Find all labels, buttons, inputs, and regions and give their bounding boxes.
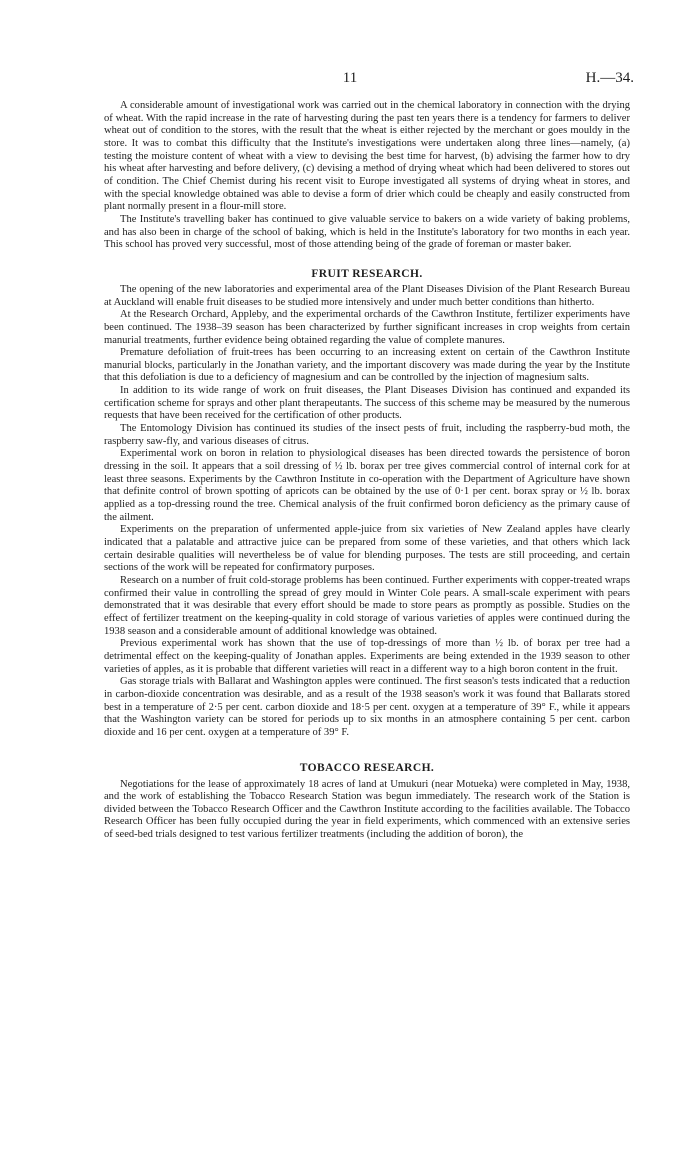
page-number: 11: [342, 70, 358, 86]
intro-section: [104, 100, 630, 252]
section-title-fruit-research: FRUIT RESEARCH.: [311, 267, 423, 280]
paragraph: A considerable amount of investigational work was carried out in the chemical laboratory in connection with the drying of wheat. With the rapid increase in the rate of harvesting during the past ten years there is a tendency for farmers to deliver wheat out of condition to the stores, with the result that the wheat is either rejected by the merchant or goes mouldy in the store. It was to combat this difficulty that the Institute's investigations were undertaken along three lines—namely, (a) testing the moisture content of wheat with a view to devising the best time for harvest, (b) advising the farmer how to dry his wheat after harvesting and before delivery, (c) devising a method of drying wheat which had been delivered to stores out of condition. The Chief Chemist during his recent visit to Europe investigated all systems of drying wheat in stores, and with the special knowledge obtained was able to devise a form of drier which could be cheaply and easily constructed from plant normally present in a flour-mill store.: [104, 100, 630, 213]
paragraph: Experiments on the preparation of unfermented apple-juice from six varieties of New Zealand apples have clearly indicated that a palatable and attractive juice can be prepared from some of these varieties, and that others which lack certain desirable qualities will nevertheless be of value for blending purposes. The tests are still proceeding, and certain sections of the work will be repeated for confirmatory purposes.: [104, 524, 630, 574]
paragraph: Experimental work on boron in relation to physiological diseases has been directed towards the persistence of boron dressing in the soil. It appears that a soil dressing of ½ lb. borax per tree gives commercial control of internal cork for at least three seasons. Experiments by the Cawthron Institute in co-operation with the Department of Agriculture have shown that definite control of brown spotting of apricots can be obtained by the use of 0·1 per cent. borax spray or ½ lb. borax applied as a top-dressing round the tree. Chemical analysis of the fruit confirmed boron deficiency as the primary cause of the ailment.: [104, 448, 630, 523]
tobacco-research-section: [104, 779, 630, 842]
document-reference: H.—34.: [585, 70, 634, 86]
document-body: [104, 100, 630, 842]
paragraph: Gas storage trials with Ballarat and Washington apples were continued. The first season's tests indicated that a reduction in carbon-dioxide concentration was desirable, and as a result of the 1938 season's work it was found that Ballarats stored best in a temperature of 2·5 per cent. carbon dioxide and 18·5 per cent. oxygen at a temperature of 39° F., while it appears that the Washington variety can be stored for periods up to six months in an atmosphere containing 5 per cent. carbon dioxide and 16 per cent. oxygen at a temperature of 39° F.: [104, 676, 630, 738]
paragraph: Premature defoliation of fruit-trees has been occurring to an increasing extent on certain of the Cawthron Institute manurial blocks, particularly in the Jonathan variety, and the important discovery was made during the year by the Institute that this defoliation is due to a deficiency of magnesium and can be controlled by the injection of magnesium salts.: [104, 347, 630, 384]
page-header: [0, 70, 700, 90]
paragraph: Negotiations for the lease of approximately 18 acres of land at Umukuri (near Motueka) were completed in May, 1938, and the work of establishing the Tobacco Research Station was begun immediately. The research work of the Station is divided between the Tobacco Research Officer and the Cawthron Institute according to the facilities available. The Tobacco Research Officer has been fully occupied during the year in field experiments, which commenced with an extensive series of seed-bed trials designed to test various fertilizer treatments (including the addition of boron), the: [104, 778, 630, 841]
fruit-research-section: [104, 284, 630, 740]
paragraph: In addition to its wide range of work on fruit diseases, the Plant Diseases Division has continued and expanded its certification scheme for sprays and other plant therapeutants. The success of this scheme may be measured by the numerous requests that have been received for the certification of other products.: [104, 385, 630, 422]
paragraph: Previous experimental work has shown that the use of top-dressings of more than ½ lb. of borax per tree had a detrimental effect on the keeping-quality of Jonathan apples. Experiments are being extended in the 1939 season to other varieties of apples, as it is probable that different varieties will react in a different way to a high boron content in the fruit.: [104, 638, 630, 675]
section-title-tobacco-research: TOBACCO RESEARCH.: [299, 761, 435, 774]
paragraph: At the Research Orchard, Appleby, and the experimental orchards of the Cawthron Institute, fertilizer experiments have been continued. The 1938–39 season has been characterized by further significant increases in crop weights from certain manurial treatments, further evidence being obtained regarding the value of complete manures.: [104, 309, 630, 346]
paragraph: The Entomology Division has continued its studies of the insect pests of fruit, including the raspberry-bud moth, the raspberry saw-fly, and various diseases of citrus.: [104, 423, 630, 447]
paragraph: Research on a number of fruit cold-storage problems has been continued. Further experiments with copper-treated wraps confirmed their value in controlling the spread of grey mould in Winter Cole pears. A small-scale experiment with pears demonstrated that it was desirable that every effort should be made to store pears as promptly as possible. Studies on the effect of fertilizer treatment on the keeping-quality in cold storage of various varieties of apples were continued during the 1938 season and a considerable amount of additional knowledge was obtained.: [104, 574, 630, 637]
paragraph: The Institute's travelling baker has continued to give valuable service to bakers on a wide variety of baking problems, and has also been in charge of the school of baking, which is held in the Institute's laboratory for two months in each year. This school has proved very successful, most of those attending being of the grade of foreman or master baker.: [104, 213, 630, 251]
paragraph: The opening of the new laboratories and experimental area of the Plant Diseases Division of the Plant Research Bureau at Auckland will enable fruit diseases to be studied more intensively and under much better conditions than hitherto.: [104, 283, 630, 308]
